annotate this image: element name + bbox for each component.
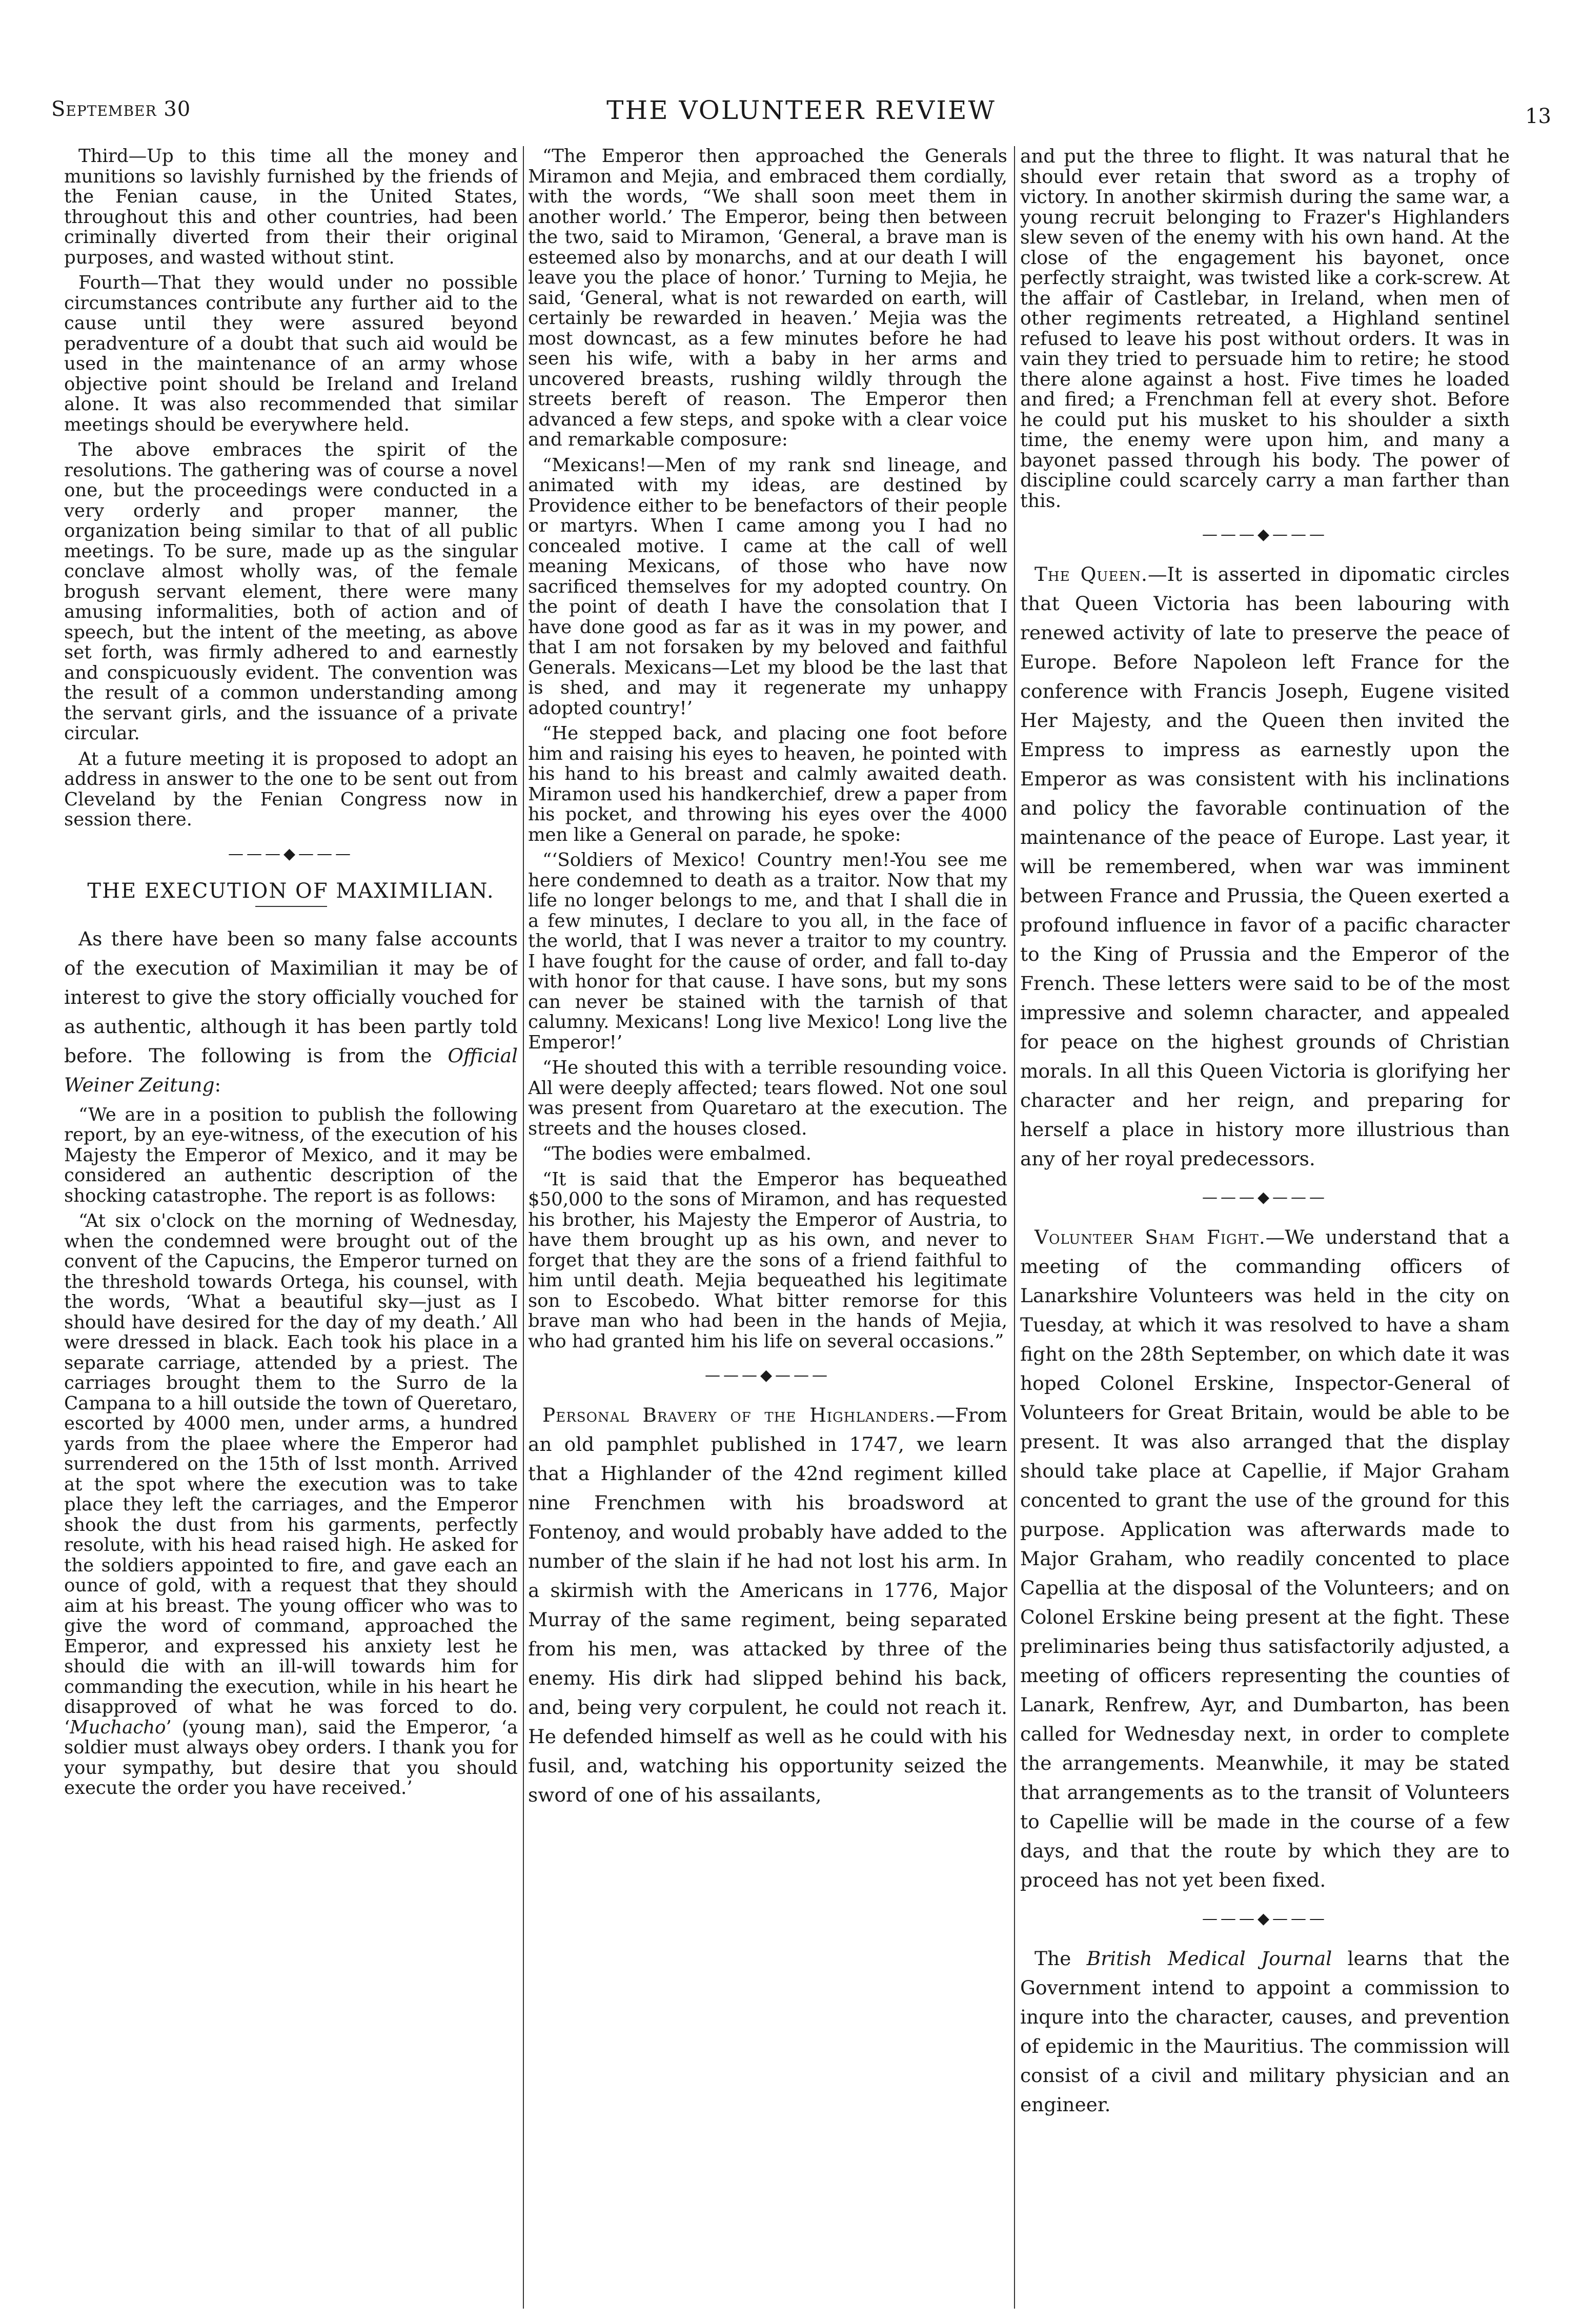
publication-title: THE VOLUNTEER REVIEW	[606, 95, 996, 125]
journal-name: British Medical Journal	[1086, 1947, 1332, 1970]
paragraph: and put the three to flight. It was natural that he should ever retain that sword as a trophy of victory. In another skirmish during the same war, a young recruit belonging to Frazer's Highlanders slew seven of the enemy with his own hand. At the close of the engagement his bayonet, once perfectly straight, was twisted like a cork-screw. At the affair of Castlebar, in Ireland, when men of other regiments retreated, a Highland sentinel refused to leave his post without orders. It was in vain they tried to persuade him to retire; he stood there alone against a host. Five times he loaded and fired; a Frenchman fell at every shot. Before he could put his musket to his shoulder a sixth time, the enemy were upon him, and many a bayonet passed through his body. The power of discipline could scarcely carry a man farther than this.	[1020, 146, 1510, 512]
paragraph-highlanders: Personal Bravery of the Highlanders.—From an old pamphlet published in 1747, we learn that a Highlander of the 42nd regiment killed nine Frenchmen with his broadsword at Fontenoy, and would probably have added to the number of the slain if he had not lost his arm. In a skirmish with the Americans in 1776, Major Murray of the same regiment, being separated from his men, was attacked by three of the enemy. His dirk had slipped behind his back, and, being very corpulent, he could not reach it. He defended himself as well as he could with his fusil, and, watching his opportunity seized the sword of one of his assailants,	[528, 1404, 1007, 1806]
heading-queen: The Queen.	[1035, 563, 1148, 585]
page-number: 13	[1525, 105, 1551, 128]
column-rule-left	[523, 146, 524, 2309]
paragraph: “It is said that the Emperor has bequeathed $50,000 to the sons of Miramon, and has requested his brother, his Majesty the Emperor of Austria, to have them brought up as his own, and never to forget that they are the sons of a friend faithful to him until death. Mejia bequeathed his legitimate son to Escobedo. What bitter remorse for this brave man who had been in the hands of Mejia, who had granted him his life on several occasions.”	[528, 1168, 1007, 1352]
paragraph-medical: The British Medical Journal learns that the Government intend to appoint a commission to inqure into the character, causes, and prevention of epidemic in the Mauritius. The commission will consist of a civil and military physician and an engineer.	[1020, 1947, 1510, 2116]
column-2	[528, 146, 1007, 2314]
paragraph: “We are in a position to publish the following report, by an eye-witness, of the execution of his Majesty the Emperor of Mexico, and it may be considered an authentic description of the shocking catastrophe. The report is as follows:	[64, 1104, 518, 1206]
paragraph: “He shouted this with a terrible resounding voice. All were deeply affected; tears flowed. Not one soul was present from Quaretaro at the execution. The streets and the houses closed.	[528, 1057, 1007, 1139]
paragraph: “The bodies were embalmed.	[542, 1143, 812, 1164]
page-header	[51, 97, 1551, 133]
paragraph: “The Emperor then approached the Generals Miramon and Mejia, and embraced them cordially, with the words, “We shall soon meet them in another world.’ The Emperor, being then between the two, said to Miramon, ‘General, a brave man is esteemed also by monarchs, and at our death I will leave you the place of honor.’ Turning to Mejia, he said, ‘General, what is not rewarded on earth, will certainly be rewarded in heaven.’ Mejia was the most downcast, as a few minutes before he had seen his wife, with a baby in her arms and uncovered breasts, rushing wildly through the streets bereft of reason. The Emperor then advanced a few steps, and spoke with a clear voice and remarkable composure:	[528, 146, 1007, 450]
paragraph: “He stepped back, and placing one foot before him and raising his eyes to heaven, he pointed with his hand to his breast and calmly awaited death. Miramon used his handkerchief, drew a paper from his pocket, and throwing his eyes over the 4000 men like a General on parade, he spoke:	[528, 723, 1007, 845]
issue-date: September 30	[51, 97, 191, 121]
paragraph: Fourth—That they would under no possible circumstances contribute any further aid to the cause until they were assured beyond peradventure of a doubt that such aid would be used in the maintenance of an army whose objective point should be Ireland and Ireland alone. It was also recommended that similar meetings should be everywhere held.	[64, 272, 518, 435]
paragraph-intro: As there have been so many false accounts of the execution of Maximilian it may be of interest to give the story officially vouched for as authentic, although it has been partly told before. The following is from the Official Weiner Zeitung:	[64, 927, 518, 1096]
section-separator: ———◆———	[228, 844, 354, 863]
section-separator: ———◆———	[1202, 1910, 1328, 1928]
section-separator: ———◆———	[1202, 526, 1328, 543]
paragraph: At a future meeting it is proposed to adopt an address in answer to the one to be sent out from Cleveland by the Fenian Congress now in session there.	[64, 748, 518, 830]
paragraph: “Mexicans!—Men of my rank snd lineage, and animated with my ideas, are destined by Providence either to be benefactors of their people or martyrs. When I came among you I had no concealed motive. I came at the call of well meaning Mexicans, of those who have now sacrificed themselves for my adopted country. On the point of death I have the consolation that I have done good as far as it was in my power, and that I am not forsaken by my beloved and faithful Generals. Mexicans—Let my blood be the last that is shed, and may it regenerate my unhappy adopted country!’	[528, 454, 1007, 719]
title-rule	[255, 906, 327, 907]
section-separator: ———◆———	[704, 1366, 831, 1384]
article-title-execution: THE EXECUTION OF MAXIMILIAN.	[87, 879, 495, 903]
paragraph: “At six o'clock on the morning of Wednesday, when the condemned were brought out of the convent of the Capucins, the Emperor turned on the threshold towards Ortega, his counsel, with the words, ‘What a beautiful sky—just as I should have desired for the day of my death.’ All were dressed in black. Each took his place in a separate carriage, attended by a priest. The carriages brought them to the Surro de la Campana to a hill outside the town of Queretaro, escorted by 4000 men, under arms, a hundred yards from the plaee where the Emperor had surrendered on the 15th of lsst month. Arrived at the spot where the execution was to take place they left the carriages, and the Emperor shook the dust from his garments, perfectly resolute, with his head raised high. He asked for the soldiers appointed to fire, and gave each an ounce of gold, with a request that they should aim at his breast. The young officer who was to give the word of command, approached the Emperor, and expressed his anxiety lest he should die with an ill-will towards him for commanding the execution, while in his heart he disapproved of what he was forced to do. ‘Muchacho’ (young man), said the Emperor, ‘a soldier must always obey orders. I thank you for your sympathy, but desire that you should execute the order you have received.’	[64, 1210, 518, 1798]
paragraph: “‘Soldiers of Mexico! Country men!-You see me here condemned to death as a traitor. Now that my life no longer belongs to me, and that I shall die in a few minutes, I declare to you all, in the face of the world, that I was never a traitor to my country. I have fought for the cause of order, and fall to-day with honor for that cause. I have sons, but my sons can never be stained with the tarnish of that calumny. Mexicans! Long live Mexico! Long live the Emperor!’	[528, 850, 1007, 1053]
column-rule-right	[1014, 146, 1015, 2309]
source-name: Official Weiner Zeitung	[64, 1044, 518, 1096]
paragraph-sham-fight: Volunteer Sham Fight.—We understand that a meeting of the commanding officers of Lanarkshire Volunteers was held in the city on Tuesday, at which it was resolved to have a sham fight on the 28th September, on which date it was hoped Colonel Erskine, Inspector-General of Volunteers for Great Britain, would be able to be present. It was also arranged that the display should take place at Capellie, if Major Graham concented to grant the use of the ground for this purpose. Application was afterwards made to Major Graham, who readily concented to place Capellia at the disposal of the Volunteers; and on Colonel Erskine being present at the fight. These preliminaries being thus satisfactorily adjusted, a meeting of officers representing the counties of Lanark, Renfrew, Ayr, and Dumbarton, has been called for Wednesday next, in order to complete the arrangements. Meanwhile, it may be stated that arrangements as to the transit of Volunteers to Capellie will be made in the course of a few days, and that the route by which they are to proceed has not yet been fixed.	[1020, 1226, 1510, 1891]
heading-sham-fight: Volunteer Sham Fight.	[1035, 1226, 1266, 1248]
paragraph-queen: The Queen.—It is asserted in dipomatic circles that Queen Victoria has been labouring with renewed activity of late to preserve the peace of Europe. Before Napoleon left France for the conference with Francis Joseph, Eugene visited Her Majesty, and the Queen then invited the Empress to impress as earnestly upon the Emperor as was consistent with his inclinations and policy the favorable continuation of the maintenance of the peace of Europe. Last year, it will be remembered, when war was imminent between France and Prussia, the Queen exerted a profound influence in favor of a pacific character to the King of Prussia and the Emperor of the French. These letters were said to be of the most impressive and solemn character, and appealed for peace on the highest grounds of Christian morals. In all this Queen Victoria is glorifying her character and her reign, and preparing for herself a place in history more illustrious than any of her royal predecessors.	[1020, 563, 1510, 1170]
paragraph: The above embraces the spirit of the resolutions. The gathering was of course a novel one, but the proceedings were conducted in a very orderly and proper manner, the organization being similar to that of all public meetings. To be sure, made up as the singular conclave almost wholly was, of the female brogush servant element, there were many amusing informalities, both of action and of speech, but the intent of the meeting, as above set forth, was firmly adhered to and earnestly and conspicuously evident. The convention was the result of a common understanding among the servant girls, and the issuance of a private circular.	[64, 439, 518, 744]
paragraph: Third—Up to this time all the money and munitions so lavishly furnished by the friends of the Fenian cause, in the United States, throughout this and other countries, had been criminally diverted from their their original purposes, and wasted without stint.	[64, 146, 518, 268]
column-3	[1020, 146, 1510, 2314]
section-separator: ———◆———	[1202, 1188, 1328, 1206]
heading-highlanders: Personal Bravery of the Highlanders.	[542, 1404, 936, 1426]
column-1	[64, 146, 518, 2314]
